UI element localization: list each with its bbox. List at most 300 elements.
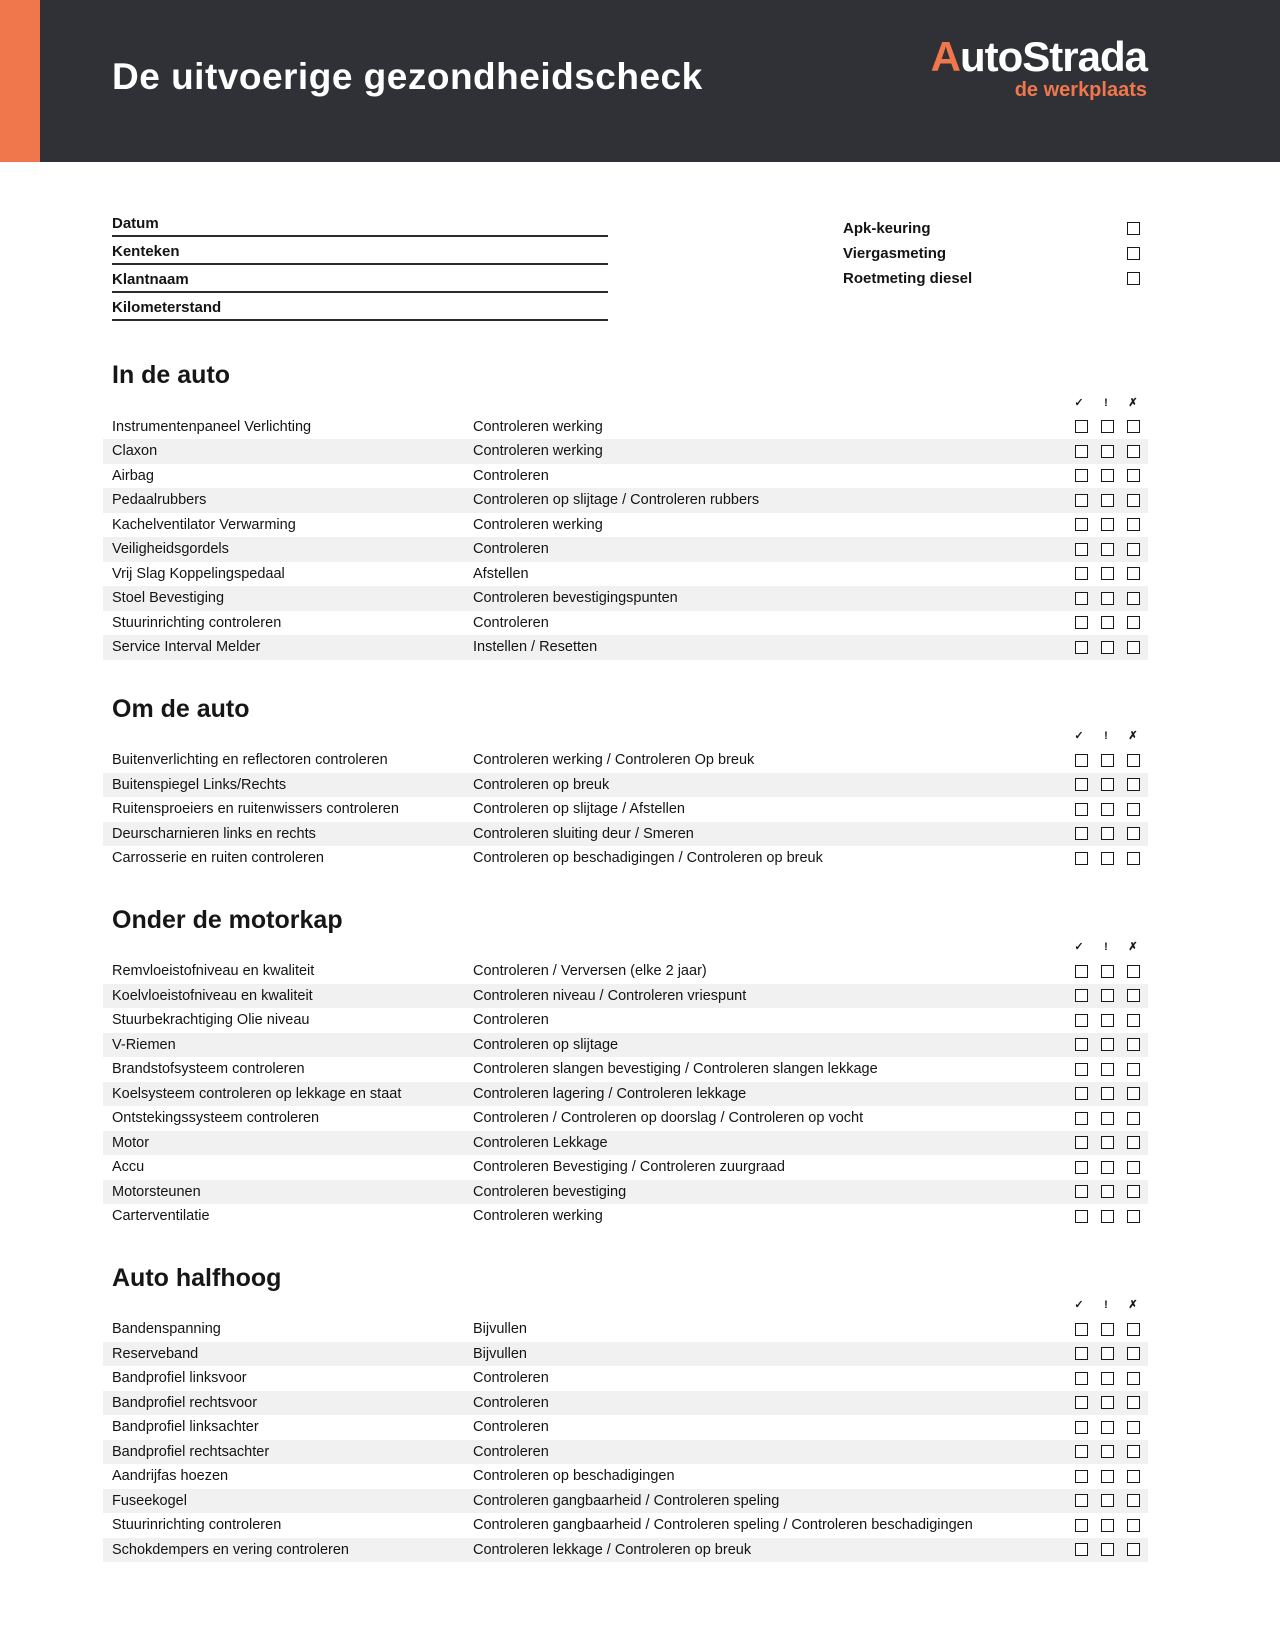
attention-checkbox[interactable] bbox=[1101, 1543, 1114, 1556]
ok-checkbox[interactable] bbox=[1075, 1470, 1088, 1483]
attention-checkbox[interactable] bbox=[1101, 1161, 1114, 1174]
ok-checkbox[interactable] bbox=[1075, 989, 1088, 1002]
check-item-label: Koelvloeistofniveau en kwaliteit bbox=[112, 987, 313, 1004]
check-action-label: Controleren Bevestiging / Controleren zuurgraad bbox=[473, 1159, 785, 1176]
table-row bbox=[103, 1008, 1148, 1033]
ok-checkbox[interactable] bbox=[1075, 469, 1088, 482]
table-row bbox=[103, 1131, 1148, 1156]
check-item-label: Ruitensproeiers en ruitenwissers controleren bbox=[112, 801, 399, 818]
table-row bbox=[103, 822, 1148, 847]
fail-checkbox[interactable] bbox=[1127, 1038, 1140, 1051]
fail-checkbox[interactable] bbox=[1127, 1063, 1140, 1076]
result-checkboxes bbox=[1075, 1161, 1140, 1174]
ok-checkbox[interactable] bbox=[1075, 1519, 1088, 1532]
ok-checkbox[interactable] bbox=[1075, 1185, 1088, 1198]
fail-checkbox[interactable] bbox=[1127, 494, 1140, 507]
check-item-label: Deurscharnieren links en rechts bbox=[112, 825, 316, 842]
fail-checkbox[interactable] bbox=[1127, 592, 1140, 605]
check-item-label: Kachelventilator Verwarming bbox=[112, 516, 296, 533]
attention-checkbox[interactable] bbox=[1101, 1372, 1114, 1385]
check-action-label: Controleren gangbaarheid / Controleren speling / Controleren beschadigingen bbox=[473, 1517, 973, 1534]
attention-checkbox[interactable] bbox=[1101, 1063, 1114, 1076]
result-checkboxes bbox=[1075, 754, 1140, 767]
extra-check-label: Roetmeting diesel bbox=[843, 270, 973, 287]
attention-checkbox[interactable] bbox=[1101, 469, 1114, 482]
check-section bbox=[103, 1265, 1148, 1563]
ok-checkbox[interactable] bbox=[1075, 445, 1088, 458]
fail-checkbox[interactable] bbox=[1127, 1210, 1140, 1223]
fail-checkbox[interactable] bbox=[1127, 543, 1140, 556]
table-row bbox=[103, 797, 1148, 822]
ok-checkbox[interactable] bbox=[1075, 1014, 1088, 1027]
attention-checkbox[interactable] bbox=[1101, 1494, 1114, 1507]
ok-checkbox[interactable] bbox=[1075, 1038, 1088, 1051]
fail-checkbox[interactable] bbox=[1127, 1470, 1140, 1483]
result-checkboxes bbox=[1075, 778, 1140, 791]
check-action-label: Controleren op slijtage / Afstellen bbox=[473, 801, 685, 818]
top-form-area bbox=[0, 162, 1280, 342]
attention-checkbox[interactable] bbox=[1101, 1210, 1114, 1223]
check-icon: ✓ bbox=[1074, 396, 1084, 409]
result-checkboxes bbox=[1075, 543, 1140, 556]
attention-checkbox[interactable] bbox=[1101, 1519, 1114, 1532]
extra-check-row bbox=[843, 216, 1140, 241]
check-item-label: Buitenverlichting en reflectoren controleren bbox=[112, 752, 388, 769]
check-action-label: Controleren bbox=[473, 1419, 549, 1436]
check-action-label: Controleren werking bbox=[473, 516, 603, 533]
check-item-label: Stuurinrichting controleren bbox=[112, 1517, 282, 1534]
check-action-label: Controleren op slijtage bbox=[473, 1036, 619, 1053]
logo-first-letter: A bbox=[930, 33, 960, 80]
exclamation-icon: ! bbox=[1104, 730, 1108, 742]
check-section bbox=[103, 362, 1148, 660]
check-item-label: Ontstekingssysteem controleren bbox=[112, 1110, 320, 1127]
fail-checkbox[interactable] bbox=[1127, 469, 1140, 482]
check-action-label: Controleren op beschadigingen / Controleren op breuk bbox=[473, 850, 823, 867]
check-action-label: Controleren werking / Controleren Op breuk bbox=[473, 752, 755, 769]
ok-checkbox[interactable] bbox=[1075, 543, 1088, 556]
check-item-label: Buitenspiegel Links/Rechts bbox=[112, 776, 287, 793]
form-field-label: Datum bbox=[112, 215, 159, 232]
table-row bbox=[103, 1391, 1148, 1416]
attention-checkbox[interactable] bbox=[1101, 1038, 1114, 1051]
result-checkboxes bbox=[1075, 827, 1140, 840]
fail-checkbox[interactable] bbox=[1127, 989, 1140, 1002]
attention-checkbox[interactable] bbox=[1101, 592, 1114, 605]
form-fields bbox=[112, 209, 608, 321]
result-checkboxes bbox=[1075, 445, 1140, 458]
cross-icon: ✗ bbox=[1128, 941, 1138, 953]
table-row bbox=[103, 1057, 1148, 1082]
fail-checkbox[interactable] bbox=[1127, 1347, 1140, 1360]
extra-checkbox[interactable] bbox=[1127, 272, 1140, 285]
check-item-label: Accu bbox=[112, 1159, 145, 1176]
result-checkboxes bbox=[1075, 989, 1140, 1002]
check-action-label: Controleren bbox=[473, 1012, 549, 1029]
check-action-label: Controleren bevestiging bbox=[473, 1183, 627, 1200]
check-action-label: Controleren slangen bevestiging / Controleren slangen lekkage bbox=[473, 1061, 878, 1078]
result-checkboxes bbox=[1075, 518, 1140, 531]
check-item-label: Aandrijfas hoezen bbox=[112, 1468, 229, 1485]
attention-checkbox[interactable] bbox=[1101, 1445, 1114, 1458]
fail-checkbox[interactable] bbox=[1127, 616, 1140, 629]
form-field-input-line[interactable] bbox=[112, 293, 608, 321]
result-legend bbox=[103, 940, 1148, 955]
table-row bbox=[103, 1106, 1148, 1131]
attention-checkbox[interactable] bbox=[1101, 567, 1114, 580]
section-rows bbox=[103, 748, 1148, 871]
ok-checkbox[interactable] bbox=[1075, 1543, 1088, 1556]
check-item-label: Stoel Bevestiging bbox=[112, 590, 225, 607]
attention-checkbox[interactable] bbox=[1101, 852, 1114, 865]
attention-checkbox[interactable] bbox=[1101, 1087, 1114, 1100]
fail-checkbox[interactable] bbox=[1127, 1445, 1140, 1458]
attention-checkbox[interactable] bbox=[1101, 803, 1114, 816]
check-action-label: Bijvullen bbox=[473, 1321, 527, 1338]
fail-checkbox[interactable] bbox=[1127, 803, 1140, 816]
check-action-label: Controleren / Controleren op doorslag / Controleren op vocht bbox=[473, 1110, 864, 1127]
ok-checkbox[interactable] bbox=[1075, 616, 1088, 629]
result-checkboxes bbox=[1075, 1396, 1140, 1409]
fail-checkbox[interactable] bbox=[1127, 1087, 1140, 1100]
fail-checkbox[interactable] bbox=[1127, 1161, 1140, 1174]
table-row bbox=[103, 488, 1148, 513]
cross-icon: ✗ bbox=[1128, 730, 1138, 742]
check-item-label: Service Interval Melder bbox=[112, 639, 261, 656]
fail-checkbox[interactable] bbox=[1127, 1519, 1140, 1532]
table-row bbox=[103, 1464, 1148, 1489]
attention-checkbox[interactable] bbox=[1101, 420, 1114, 433]
result-checkboxes bbox=[1075, 494, 1140, 507]
section-title: In de auto bbox=[112, 361, 231, 389]
ok-checkbox[interactable] bbox=[1075, 494, 1088, 507]
check-action-label: Controleren / Verversen (elke 2 jaar) bbox=[473, 963, 707, 980]
check-section bbox=[103, 696, 1148, 871]
attention-checkbox[interactable] bbox=[1101, 754, 1114, 767]
ok-checkbox[interactable] bbox=[1075, 1161, 1088, 1174]
exclamation-icon: ! bbox=[1104, 396, 1108, 409]
attention-checkbox[interactable] bbox=[1101, 1112, 1114, 1125]
ok-checkbox[interactable] bbox=[1075, 1347, 1088, 1360]
check-item-label: Stuurinrichting controleren bbox=[112, 614, 282, 631]
table-row bbox=[103, 611, 1148, 636]
result-checkboxes bbox=[1075, 567, 1140, 580]
table-row bbox=[103, 415, 1148, 440]
table-row bbox=[103, 846, 1148, 871]
check-action-label: Controleren niveau / Controleren vriespunt bbox=[473, 987, 747, 1004]
table-row bbox=[103, 635, 1148, 660]
check-section bbox=[103, 907, 1148, 1229]
check-action-label: Afstellen bbox=[473, 565, 529, 582]
ok-checkbox[interactable] bbox=[1075, 852, 1088, 865]
table-row bbox=[103, 1180, 1148, 1205]
fail-checkbox[interactable] bbox=[1127, 1136, 1140, 1149]
table-row bbox=[103, 1489, 1148, 1514]
result-checkboxes bbox=[1075, 965, 1140, 978]
form-field-input-line[interactable] bbox=[112, 265, 608, 293]
table-row bbox=[103, 1513, 1148, 1538]
fail-checkbox[interactable] bbox=[1127, 852, 1140, 865]
ok-checkbox[interactable] bbox=[1075, 592, 1088, 605]
ok-checkbox[interactable] bbox=[1075, 827, 1088, 840]
ok-checkbox[interactable] bbox=[1075, 778, 1088, 791]
extra-check-row bbox=[843, 266, 1140, 291]
check-item-label: Bandprofiel rechtsvoor bbox=[112, 1394, 258, 1411]
result-checkboxes bbox=[1075, 1087, 1140, 1100]
table-row bbox=[103, 959, 1148, 984]
result-checkboxes bbox=[1075, 1323, 1140, 1336]
logo-subtitle: de werkplaats bbox=[1014, 79, 1147, 101]
table-row bbox=[103, 464, 1148, 489]
check-action-label: Controleren op slijtage / Controleren rubbers bbox=[473, 492, 760, 509]
ok-checkbox[interactable] bbox=[1075, 1396, 1088, 1409]
cross-icon: ✗ bbox=[1128, 1299, 1138, 1311]
ok-checkbox[interactable] bbox=[1075, 754, 1088, 767]
section-rows bbox=[103, 1317, 1148, 1562]
ok-checkbox[interactable] bbox=[1075, 1372, 1088, 1385]
cross-icon: ✗ bbox=[1128, 396, 1138, 409]
result-checkboxes bbox=[1075, 469, 1140, 482]
table-row bbox=[103, 1155, 1148, 1180]
result-checkboxes bbox=[1075, 641, 1140, 654]
fail-checkbox[interactable] bbox=[1127, 445, 1140, 458]
check-action-label: Controleren bbox=[473, 1370, 549, 1387]
section-title: Onder de motorkap bbox=[112, 905, 343, 934]
extra-checkbox[interactable] bbox=[1127, 247, 1140, 260]
check-item-label: Bandprofiel linksachter bbox=[112, 1419, 259, 1436]
check-item-label: Reserveband bbox=[112, 1345, 199, 1362]
table-row bbox=[103, 1342, 1148, 1367]
table-row bbox=[103, 1415, 1148, 1440]
autostrada-logo bbox=[930, 33, 1147, 101]
result-checkboxes bbox=[1075, 1494, 1140, 1507]
result-checkboxes bbox=[1075, 1445, 1140, 1458]
attention-checkbox[interactable] bbox=[1101, 827, 1114, 840]
extra-checks bbox=[843, 216, 1140, 291]
fail-checkbox[interactable] bbox=[1127, 965, 1140, 978]
check-action-label: Controleren op beschadigingen bbox=[473, 1468, 675, 1485]
check-action-label: Controleren bbox=[473, 541, 549, 558]
check-action-label: Controleren bbox=[473, 467, 549, 484]
check-action-label: Controleren werking bbox=[473, 443, 603, 460]
check-item-label: Fuseekogel bbox=[112, 1492, 187, 1509]
document-header bbox=[0, 0, 1280, 162]
check-icon: ✓ bbox=[1074, 1299, 1084, 1311]
check-action-label: Bijvullen bbox=[473, 1345, 527, 1362]
check-item-label: Brandstofsysteem controleren bbox=[112, 1061, 305, 1078]
attention-checkbox[interactable] bbox=[1101, 965, 1114, 978]
ok-checkbox[interactable] bbox=[1075, 1087, 1088, 1100]
ok-checkbox[interactable] bbox=[1075, 1063, 1088, 1076]
result-checkboxes bbox=[1075, 1063, 1140, 1076]
page-title: De uitvoerige gezondheidscheck bbox=[112, 56, 703, 97]
result-legend bbox=[103, 396, 1148, 411]
fail-checkbox[interactable] bbox=[1127, 754, 1140, 767]
table-row bbox=[103, 513, 1148, 538]
table-row bbox=[103, 537, 1148, 562]
extra-check-row bbox=[843, 241, 1140, 266]
extra-check-label: Viergasmeting bbox=[843, 245, 947, 262]
check-action-label: Controleren Lekkage bbox=[473, 1134, 608, 1151]
attention-checkbox[interactable] bbox=[1101, 1396, 1114, 1409]
attention-checkbox[interactable] bbox=[1101, 1136, 1114, 1149]
fail-checkbox[interactable] bbox=[1127, 518, 1140, 531]
fail-checkbox[interactable] bbox=[1127, 641, 1140, 654]
table-row bbox=[103, 439, 1148, 464]
check-item-label: Claxon bbox=[112, 443, 158, 460]
check-action-label: Controleren op breuk bbox=[473, 776, 610, 793]
form-field-input-line[interactable] bbox=[112, 209, 608, 237]
check-action-label: Controleren bevestigingspunten bbox=[473, 590, 678, 607]
check-item-label: Airbag bbox=[112, 467, 154, 484]
result-checkboxes bbox=[1075, 852, 1140, 865]
attention-checkbox[interactable] bbox=[1101, 1347, 1114, 1360]
attention-checkbox[interactable] bbox=[1101, 543, 1114, 556]
result-checkboxes bbox=[1075, 803, 1140, 816]
ok-checkbox[interactable] bbox=[1075, 1494, 1088, 1507]
check-action-label: Instellen / Resetten bbox=[473, 639, 598, 656]
check-action-label: Controleren lekkage / Controleren op breuk bbox=[473, 1541, 752, 1558]
check-action-label: Controleren sluiting deur / Smeren bbox=[473, 825, 694, 842]
result-checkboxes bbox=[1075, 1347, 1140, 1360]
check-action-label: Controleren bbox=[473, 1394, 549, 1411]
logo-rest: utoStrada bbox=[959, 33, 1147, 80]
result-legend bbox=[103, 729, 1148, 744]
table-row bbox=[103, 1204, 1148, 1229]
check-action-label: Controleren bbox=[473, 1443, 549, 1460]
table-row bbox=[103, 984, 1148, 1009]
attention-checkbox[interactable] bbox=[1101, 1185, 1114, 1198]
logo-wordmark bbox=[930, 33, 1147, 80]
fail-checkbox[interactable] bbox=[1127, 1494, 1140, 1507]
table-row bbox=[103, 773, 1148, 798]
table-row bbox=[103, 1317, 1148, 1342]
result-checkboxes bbox=[1075, 420, 1140, 433]
check-item-label: Carrosserie en ruiten controleren bbox=[112, 850, 324, 867]
fail-checkbox[interactable] bbox=[1127, 778, 1140, 791]
result-checkboxes bbox=[1075, 1519, 1140, 1532]
check-item-label: Motorsteunen bbox=[112, 1183, 201, 1200]
table-row bbox=[103, 748, 1148, 773]
check-item-label: Pedaalrubbers bbox=[112, 492, 207, 509]
ok-checkbox[interactable] bbox=[1075, 518, 1088, 531]
section-title: Auto halfhoog bbox=[112, 1263, 282, 1292]
ok-checkbox[interactable] bbox=[1075, 1421, 1088, 1434]
attention-checkbox[interactable] bbox=[1101, 494, 1114, 507]
result-checkboxes bbox=[1075, 1210, 1140, 1223]
ok-checkbox[interactable] bbox=[1075, 1445, 1088, 1458]
attention-checkbox[interactable] bbox=[1101, 518, 1114, 531]
checklist-sections bbox=[0, 362, 1280, 1562]
result-checkboxes bbox=[1075, 1470, 1140, 1483]
check-item-label: Motor bbox=[112, 1134, 150, 1151]
result-checkboxes bbox=[1075, 1136, 1140, 1149]
result-checkboxes bbox=[1075, 1112, 1140, 1125]
fail-checkbox[interactable] bbox=[1127, 567, 1140, 580]
ok-checkbox[interactable] bbox=[1075, 1112, 1088, 1125]
result-legend bbox=[103, 1298, 1148, 1313]
check-icon: ✓ bbox=[1074, 730, 1084, 742]
form-field-label: Kilometerstand bbox=[112, 299, 222, 316]
section-title: Om de auto bbox=[112, 694, 250, 723]
attention-checkbox[interactable] bbox=[1101, 445, 1114, 458]
check-icon: ✓ bbox=[1074, 941, 1084, 953]
check-action-label: Controleren werking bbox=[473, 1208, 603, 1225]
ok-checkbox[interactable] bbox=[1075, 567, 1088, 580]
check-item-label: Schokdempers en vering controleren bbox=[112, 1541, 349, 1558]
ok-checkbox[interactable] bbox=[1075, 1136, 1088, 1149]
fail-checkbox[interactable] bbox=[1127, 827, 1140, 840]
fail-checkbox[interactable] bbox=[1127, 1372, 1140, 1385]
result-checkboxes bbox=[1075, 1038, 1140, 1051]
attention-checkbox[interactable] bbox=[1101, 616, 1114, 629]
fail-checkbox[interactable] bbox=[1127, 1014, 1140, 1027]
attention-checkbox[interactable] bbox=[1101, 1014, 1114, 1027]
exclamation-icon: ! bbox=[1104, 1299, 1108, 1311]
check-action-label: Controleren gangbaarheid / Controleren speling bbox=[473, 1492, 780, 1509]
ok-checkbox[interactable] bbox=[1075, 641, 1088, 654]
attention-checkbox[interactable] bbox=[1101, 989, 1114, 1002]
table-row bbox=[103, 1082, 1148, 1107]
form-field-label: Klantnaam bbox=[112, 271, 189, 288]
attention-checkbox[interactable] bbox=[1101, 641, 1114, 654]
fail-checkbox[interactable] bbox=[1127, 1396, 1140, 1409]
table-row bbox=[103, 1440, 1148, 1465]
result-checkboxes bbox=[1075, 616, 1140, 629]
ok-checkbox[interactable] bbox=[1075, 1210, 1088, 1223]
result-checkboxes bbox=[1075, 1185, 1140, 1198]
result-checkboxes bbox=[1075, 1014, 1140, 1027]
check-item-label: Bandenspanning bbox=[112, 1321, 221, 1338]
attention-checkbox[interactable] bbox=[1101, 778, 1114, 791]
ok-checkbox[interactable] bbox=[1075, 420, 1088, 433]
attention-checkbox[interactable] bbox=[1101, 1421, 1114, 1434]
attention-checkbox[interactable] bbox=[1101, 1323, 1114, 1336]
fail-checkbox[interactable] bbox=[1127, 1185, 1140, 1198]
fail-checkbox[interactable] bbox=[1127, 420, 1140, 433]
ok-checkbox[interactable] bbox=[1075, 965, 1088, 978]
fail-checkbox[interactable] bbox=[1127, 1421, 1140, 1434]
check-action-label: Controleren bbox=[473, 614, 549, 631]
section-rows bbox=[103, 415, 1148, 660]
form-field-input-line[interactable] bbox=[112, 237, 608, 265]
result-checkboxes bbox=[1075, 1372, 1140, 1385]
result-checkboxes bbox=[1075, 1543, 1140, 1556]
check-item-label: Carterventilatie bbox=[112, 1208, 210, 1225]
ok-checkbox[interactable] bbox=[1075, 1323, 1088, 1336]
ok-checkbox[interactable] bbox=[1075, 803, 1088, 816]
check-item-label: Veiligheidsgordels bbox=[112, 541, 229, 558]
check-item-label: Vrij Slag Koppelingspedaal bbox=[112, 565, 285, 582]
exclamation-icon: ! bbox=[1104, 941, 1108, 953]
check-action-label: Controleren werking bbox=[473, 418, 603, 435]
extra-checkbox[interactable] bbox=[1127, 222, 1140, 235]
result-checkboxes bbox=[1075, 592, 1140, 605]
fail-checkbox[interactable] bbox=[1127, 1323, 1140, 1336]
fail-checkbox[interactable] bbox=[1127, 1543, 1140, 1556]
check-item-label: Remvloeistofniveau en kwaliteit bbox=[112, 963, 315, 980]
table-row bbox=[103, 1538, 1148, 1563]
table-row bbox=[103, 562, 1148, 587]
extra-check-label: Apk-keuring bbox=[843, 220, 931, 237]
attention-checkbox[interactable] bbox=[1101, 1470, 1114, 1483]
check-item-label: Bandprofiel linksvoor bbox=[112, 1370, 247, 1387]
check-item-label: Bandprofiel rechtsachter bbox=[112, 1443, 270, 1460]
fail-checkbox[interactable] bbox=[1127, 1112, 1140, 1125]
result-checkboxes bbox=[1075, 1421, 1140, 1434]
check-item-label: Koelsysteem controleren op lekkage en staat bbox=[112, 1085, 402, 1102]
form-field-label: Kenteken bbox=[112, 243, 180, 260]
